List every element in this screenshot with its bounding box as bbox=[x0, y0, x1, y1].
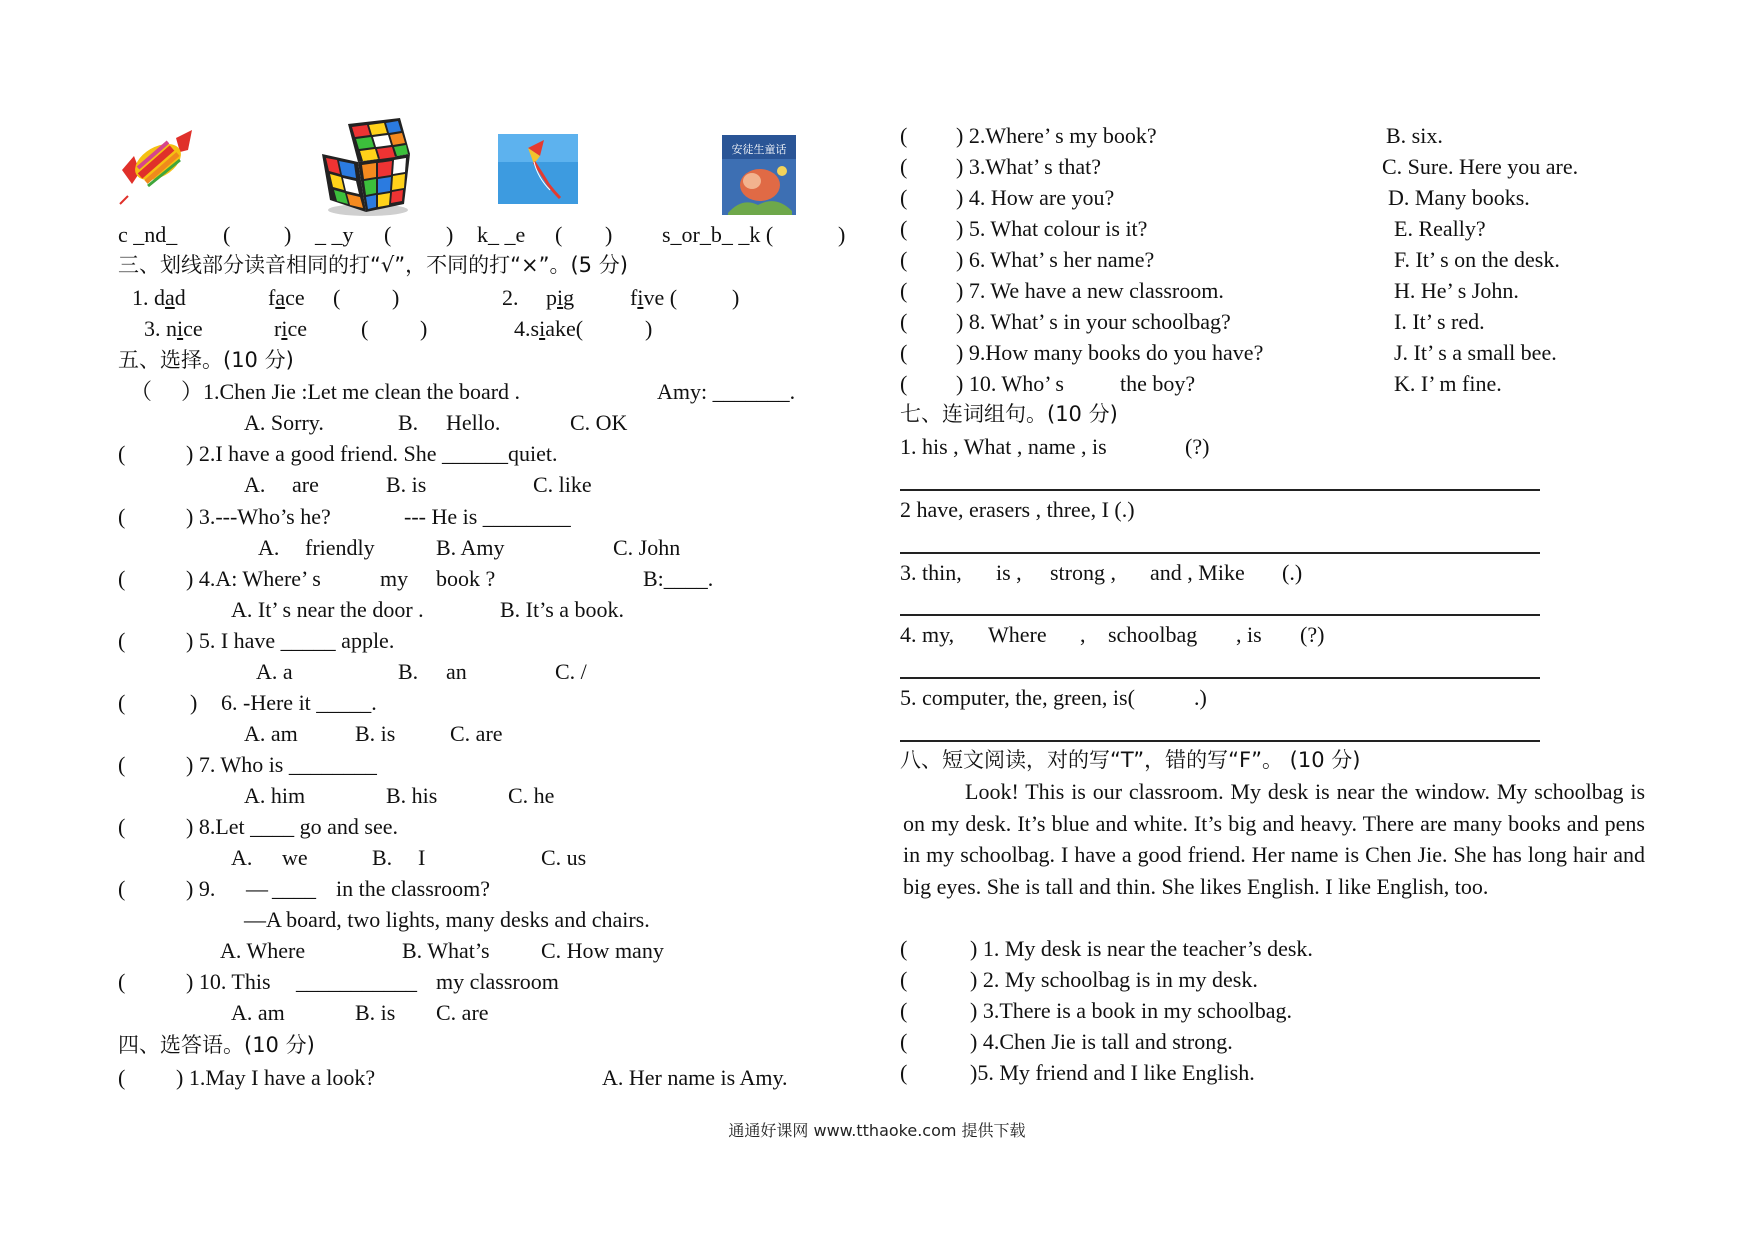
reply-k: K. I’ m fine. bbox=[1394, 371, 1502, 396]
phonics-word: face bbox=[268, 285, 305, 310]
paren: ( bbox=[223, 222, 231, 247]
option-c: C. OK bbox=[570, 410, 628, 435]
statement-3: ) 3.There is a book in my schoolbag. bbox=[970, 998, 1292, 1023]
question-9: ) 9.How many books do you have? bbox=[956, 340, 1264, 365]
answer-paren: ( bbox=[118, 504, 126, 529]
word-order-item-2: 2 have, erasers , three, I (.) bbox=[900, 497, 1135, 522]
answer-line[interactable] bbox=[900, 740, 1540, 742]
paren: ) bbox=[420, 316, 428, 341]
answer-paren: ( bbox=[900, 1029, 908, 1054]
answer-line[interactable] bbox=[900, 489, 1540, 491]
question-1: ) 1.May I have a look? bbox=[176, 1065, 376, 1090]
paren: ( bbox=[555, 222, 563, 247]
answer-paren: ( bbox=[118, 566, 126, 591]
paren: ( bbox=[384, 222, 392, 247]
word-order-item-4: 4. my, bbox=[900, 622, 955, 647]
answer-paren: ( bbox=[900, 340, 908, 365]
section-5-heading: 五、选择。(10 分) bbox=[118, 348, 294, 372]
question-7: ) 7. Who is ________ bbox=[186, 752, 377, 777]
option-b: B. bbox=[372, 845, 393, 870]
option-a: A. It’ s near the door . bbox=[231, 597, 424, 622]
option-c: C. / bbox=[555, 659, 587, 684]
option-b-text: I bbox=[418, 845, 426, 870]
option-a: A. him bbox=[244, 783, 306, 808]
phonics-word: 4.siake( bbox=[514, 316, 584, 341]
answer-paren: ( bbox=[900, 278, 908, 303]
answer-paren: ( bbox=[118, 441, 126, 466]
option-a: A. a bbox=[256, 659, 293, 684]
punctuation: (.) bbox=[1282, 560, 1303, 585]
word-order-item-3: 3. thin, bbox=[900, 560, 962, 585]
reply-i: I. It’ s red. bbox=[1394, 309, 1485, 334]
option-a-text: are bbox=[292, 472, 319, 497]
answer-paren: ( bbox=[118, 876, 126, 901]
option-c: C. are bbox=[450, 721, 503, 746]
paren: ) bbox=[446, 222, 454, 247]
option-c: C. John bbox=[613, 535, 681, 560]
question-4: ) 4. How are you? bbox=[956, 185, 1115, 210]
option-b: B. his bbox=[386, 783, 438, 808]
answer-line[interactable] bbox=[900, 677, 1540, 679]
blank-toy: _ _y bbox=[315, 222, 354, 247]
question-5: ) 5. I have _____ apple. bbox=[186, 628, 395, 653]
answer-paren: ( bbox=[900, 309, 908, 334]
option-c: C. How many bbox=[541, 938, 664, 963]
paren: ) bbox=[732, 285, 740, 310]
word: and , Mike bbox=[1150, 560, 1245, 585]
question-7: ) 7. We have a new classroom. bbox=[956, 278, 1224, 303]
book-cover-title: 安徒生童话 bbox=[731, 143, 787, 156]
section-7-heading: 七、连词组句。(10 分) bbox=[900, 402, 1118, 426]
answer-paren: ( bbox=[900, 247, 908, 272]
paren: ( bbox=[361, 316, 369, 341]
word-order-item-5: 5. computer, the, green, is( bbox=[900, 685, 1135, 710]
question-4-word: book ? bbox=[436, 566, 496, 591]
answer-paren: ( bbox=[118, 628, 126, 653]
question-4-word: my bbox=[380, 566, 409, 591]
answer-paren: ( bbox=[900, 936, 908, 961]
option-a: A. Where bbox=[220, 938, 306, 963]
toy-cube-picture bbox=[318, 114, 416, 218]
word: , is bbox=[1236, 622, 1262, 647]
option-b: B. bbox=[398, 659, 419, 684]
question-4: ) 4.A: Where’ s bbox=[186, 566, 321, 591]
punctuation: .) bbox=[1194, 685, 1207, 710]
question-6: 6. -Here it _____. bbox=[221, 690, 377, 715]
option-b: B. Amy bbox=[436, 535, 505, 560]
question-4-blank: B:____. bbox=[643, 566, 714, 591]
book-cover-picture bbox=[722, 135, 796, 215]
option-b: B. is bbox=[355, 1000, 396, 1025]
question-5: ) 5. What colour is it? bbox=[956, 216, 1148, 241]
phonics-word: five ( bbox=[630, 285, 678, 310]
phonics-word: rice bbox=[274, 316, 307, 341]
option-b: B. It’s a book. bbox=[500, 597, 625, 622]
paren: ) bbox=[605, 222, 613, 247]
answer-paren: ( bbox=[900, 185, 908, 210]
option-a: A. am bbox=[244, 721, 298, 746]
answer-paren: ( bbox=[900, 154, 908, 179]
question-9-text: in the classroom? bbox=[336, 876, 490, 901]
blank-storybook: s_or_b_ _k ( bbox=[662, 222, 774, 247]
reply-j: J. It’ s a small bee. bbox=[1394, 340, 1557, 365]
option-c: C. like bbox=[533, 472, 592, 497]
option-b: B. What’s bbox=[402, 938, 490, 963]
option-a: A. bbox=[244, 472, 266, 497]
punctuation: (?) bbox=[1185, 434, 1210, 459]
reply-b: B. six. bbox=[1386, 123, 1443, 148]
word: strong , bbox=[1050, 560, 1116, 585]
question-6: ) 6. What’ s her name? bbox=[956, 247, 1155, 272]
answer-paren: ( bbox=[900, 1060, 908, 1085]
option-a: A. bbox=[231, 845, 253, 870]
paren: ) bbox=[392, 285, 400, 310]
dash: — bbox=[246, 876, 268, 901]
answer-paren: ( bbox=[900, 216, 908, 241]
answer-paren: ( bbox=[118, 690, 126, 715]
answer-paren: ) bbox=[190, 690, 198, 715]
phonics-row-1: 1. dad bbox=[132, 285, 186, 310]
answer-paren: ( bbox=[118, 1065, 126, 1090]
question-10-text: the boy? bbox=[1120, 371, 1196, 396]
option-c: C. us bbox=[541, 845, 587, 870]
question-10: ) 10. This bbox=[186, 969, 271, 994]
reply-d: D. Many books. bbox=[1388, 185, 1530, 210]
question-9: ) 9. bbox=[186, 876, 216, 901]
statement-5: )5. My friend and I like English. bbox=[970, 1060, 1255, 1085]
reply-e: E. Really? bbox=[1394, 216, 1486, 241]
question-3: ) 3.---Who’s he? bbox=[186, 504, 331, 529]
reply-h: H. He’ s John. bbox=[1394, 278, 1519, 303]
question-3: ) 3.What’ s that? bbox=[956, 154, 1101, 179]
phonics-row-2: 3. nice bbox=[144, 316, 203, 341]
answer-paren: ( bbox=[118, 969, 126, 994]
answer-paren: ( bbox=[900, 998, 908, 1023]
option-a: A. Sorry. bbox=[244, 410, 324, 435]
question-8: ) 8.Let ____ go and see. bbox=[186, 814, 398, 839]
answer-line[interactable] bbox=[900, 614, 1540, 616]
option-b: B. bbox=[398, 410, 419, 435]
paren: ) bbox=[284, 222, 292, 247]
punctuation: (?) bbox=[1300, 622, 1325, 647]
paren: ) bbox=[645, 316, 653, 341]
word-order-item-1: 1. his , What , name , is bbox=[900, 434, 1107, 459]
answer-paren: ( bbox=[900, 371, 908, 396]
item-number: 2. bbox=[502, 285, 519, 310]
footer-source: 通通好课网 www.tthaoke.com 提供下载 bbox=[728, 1121, 1026, 1140]
reply-f: F. It’ s on the desk. bbox=[1394, 247, 1560, 272]
answer-paren: ( bbox=[900, 967, 908, 992]
question-1: ）1.Chen Jie :Let me clean the board . bbox=[181, 379, 521, 404]
candy-picture bbox=[118, 126, 200, 206]
question-10-text: my classroom bbox=[436, 969, 559, 994]
option-a-text: we bbox=[282, 845, 308, 870]
word: Where bbox=[988, 622, 1047, 647]
reading-passage: Look! This is our classroom. My desk is near the window. My schoolbag is on my desk. It’s blue and white. It’s big and heavy. There are many books and pens in my schoolbag. I have a good friend. Her name is Chen Jie. She has long hair and big eyes. She is tall and thin. She likes English. I like English, too. bbox=[903, 779, 1645, 899]
option-a-text: friendly bbox=[305, 535, 375, 560]
kite-picture bbox=[498, 134, 578, 204]
statement-2: ) 2. My schoolbag is in my desk. bbox=[970, 967, 1258, 992]
statement-4: ) 4.Chen Jie is tall and strong. bbox=[970, 1029, 1233, 1054]
word: , bbox=[1080, 622, 1086, 647]
answer-line[interactable] bbox=[900, 552, 1540, 554]
question-9-blank: ____ bbox=[272, 876, 316, 901]
option-a: A. bbox=[258, 535, 280, 560]
blank-candy: c _nd_ bbox=[118, 222, 178, 247]
reply-c: C. Sure. Here you are. bbox=[1382, 154, 1579, 179]
option-b: B. is bbox=[355, 721, 396, 746]
section-8-heading: 八、短文阅读，对的写“T”，错的写“F”。 (10 分) bbox=[900, 748, 1361, 772]
option-b-text: Hello. bbox=[446, 410, 501, 435]
blank-kite: k_ _e bbox=[477, 222, 526, 247]
paren: ( bbox=[333, 285, 341, 310]
question-9-reply: —A board, two lights, many desks and chairs. bbox=[244, 907, 650, 932]
reply-a: A. Her name is Amy. bbox=[602, 1065, 788, 1090]
option-b: B. is bbox=[386, 472, 427, 497]
question-2: ) 2.Where’ s my book? bbox=[956, 123, 1157, 148]
option-c: C. he bbox=[508, 783, 555, 808]
answer-paren: ( bbox=[118, 752, 126, 777]
question-10-blank: ___________ bbox=[296, 969, 417, 994]
section-3-heading: 三、划线部分读音相同的打“√”，不同的打“×”。(5 分) bbox=[118, 253, 628, 277]
answer-paren: ( bbox=[118, 814, 126, 839]
option-b-text: an bbox=[446, 659, 467, 684]
answer-paren: （ bbox=[130, 379, 153, 404]
question-10: ) 10. Who’ s bbox=[956, 371, 1064, 396]
phonics-word: pig bbox=[546, 285, 575, 310]
word: schoolbag bbox=[1108, 622, 1198, 647]
answer-paren: ( bbox=[900, 123, 908, 148]
option-a: A. am bbox=[231, 1000, 285, 1025]
paren: ) bbox=[838, 222, 846, 247]
question-2: ) 2.I have a good friend. She ______quiet. bbox=[186, 441, 558, 466]
section-4-heading: 四、选答语。(10 分) bbox=[118, 1033, 315, 1057]
word: is , bbox=[996, 560, 1022, 585]
option-c: C. are bbox=[436, 1000, 489, 1025]
question-8: ) 8. What’ s in your schoolbag? bbox=[956, 309, 1231, 334]
statement-1: ) 1. My desk is near the teacher’s desk. bbox=[970, 936, 1313, 961]
question-3-answer: --- He is ________ bbox=[404, 504, 571, 529]
question-1-blank: Amy: _______. bbox=[657, 379, 796, 404]
